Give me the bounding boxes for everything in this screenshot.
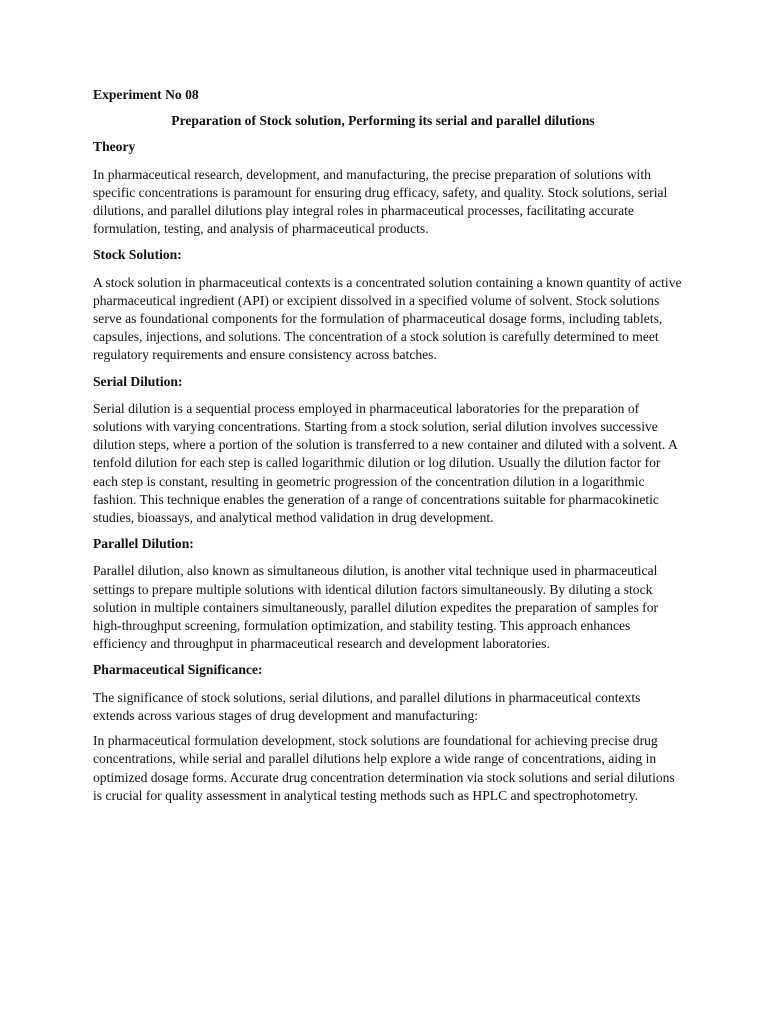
section-paragraph: The significance of stock solutions, serial dilutions, and parallel dilutions in pharmaceutical contexts extends across various stages of drug development and manufacturing: [93, 689, 641, 723]
section-heading: Stock Solution: [93, 247, 182, 263]
section-pharmaceutical-significance [93, 661, 683, 804]
experiment-label: Experiment No 08 [93, 87, 199, 102]
section-theory [93, 138, 683, 238]
section-paragraph: Parallel dilution, also known as simultaneous dilution, is another vital technique used in pharmaceutical settings to prepare multiple solutions with identical dilution factors simultaneously. By diluting a stock solution in multiple containers simultaneously, parallel dilution expedites the preparation of samples for high-throughput screening, formulation optimization, and stability testing. This approach enhances efficiency and throughput in pharmaceutical research and development laboratories. [93, 563, 659, 652]
section-paragraph: A stock solution in pharmaceutical contexts is a concentrated solution containing a known quantity of active pharmaceutical ingredient (API) or excipient dissolved in a specified volume of solvent. Stock solutions serve as foundational components for the formulation of pharmaceutical dosage forms, including tablets, capsules, injections, and solutions. The concentration of a stock solution is carefully determined to meet regulatory requirements and ensure consistency across batches. [93, 274, 682, 363]
section-heading: Pharmaceutical Significance: [93, 662, 263, 678]
section-serial-dilution [93, 373, 683, 528]
document-title: Preparation of Stock solution, Performing its serial and parallel dilutions [171, 113, 595, 129]
section-heading: Serial Dilution: [93, 373, 183, 389]
section-heading: Theory [93, 139, 136, 155]
section-parallel-dilution [93, 535, 683, 653]
section-paragraph: In pharmaceutical formulation development, stock solutions are foundational for achieving precise drug concentrations, while serial and parallel dilutions help explore a wide range of concentrations, aiding in optimized dosage forms. Accurate drug concentration determination via stock solutions and serial dilutions is crucial for quality assessment in analytical testing methods such as HPLC and spectrophotometry. [93, 733, 675, 803]
section-paragraph: Serial dilution is a sequential process employed in pharmaceutical laboratories for the preparation of solutions with varying concentrations. Starting from a stock solution, serial dilution involves successive dilution steps, where a portion of the solution is transferred to a new container and diluted with a solvent. A tenfold dilution for each step is called logarithmic dilution or log dilution. Usually the dilution factor for each step is constant, resulting in geometric progression of the concentration dilution in a logarithmic fashion. This technique enables the generation of a range of concentrations suitable for pharmacokinetic studies, bioassays, and analytical method validation in drug development. [93, 400, 678, 526]
section-paragraph: In pharmaceutical research, development, and manufacturing, the precise preparation of solutions with specific concentrations is paramount for ensuring drug efficacy, safety, and quality. Stock solutions, serial dilutions, and parallel dilutions play integral roles in pharmaceutical processes, facilitating accurate formulation, testing, and analysis of pharmaceutical products. [93, 166, 668, 237]
document-page [93, 86, 683, 813]
section-heading: Parallel Dilution: [93, 536, 194, 552]
section-stock-solution [93, 246, 683, 364]
